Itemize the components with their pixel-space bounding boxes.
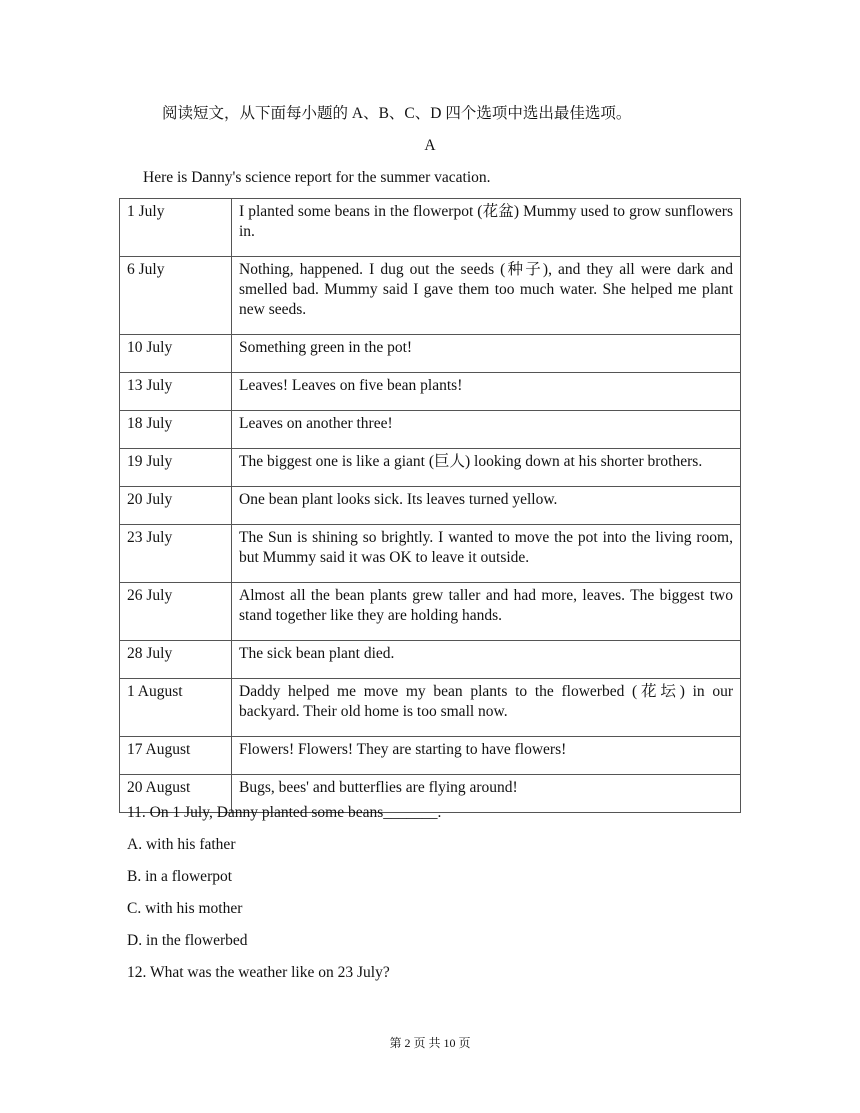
report-table-body [120, 199, 741, 813]
report-date-cell: 6 July [120, 257, 232, 335]
report-date-cell: 18 July [120, 411, 232, 449]
report-entry-cell: The biggest one is like a giant (巨人) looking down at his shorter brothers. [232, 449, 741, 487]
report-date-cell: 28 July [120, 641, 232, 679]
report-date-cell: 23 July [120, 525, 232, 583]
page-footer: 第 2 页 共 10 页 [389, 1036, 471, 1050]
report-date-cell: 17 August [120, 737, 232, 775]
report-date-cell: 20 July [120, 487, 232, 525]
report-row [120, 411, 741, 449]
question-11-option-c: C. with his mother [127, 900, 243, 917]
report-entry-cell: Flowers! Flowers! They are starting to have flowers! [232, 737, 741, 775]
report-date-cell: 13 July [120, 373, 232, 411]
report-row [120, 449, 741, 487]
report-date-cell: 20 August [120, 775, 232, 813]
question-11-option-b: B. in a flowerpot [127, 868, 233, 885]
report-entry-cell: The Sun is shining so brightly. I wanted to move the pot into the living room, but Mummy said it was OK to leave it outside. [232, 525, 741, 583]
report-entry-cell: I planted some beans in the flowerpot (花盆) Mummy used to grow sunflowers in. [232, 199, 741, 257]
report-entry-cell: Something green in the pot! [232, 335, 741, 373]
report-row [120, 335, 741, 373]
report-entry-cell: One bean plant looks sick. Its leaves turned yellow. [232, 487, 741, 525]
report-entry-cell: Almost all the bean plants grew taller and had more, leaves. The biggest two stand together like they are holding hands. [232, 583, 741, 641]
report-row [120, 257, 741, 335]
science-report-table [119, 198, 741, 813]
report-date-cell: 19 July [120, 449, 232, 487]
report-entry-cell: Nothing, happened. I dug out the seeds (种子), and they all were dark and smelled bad. Mummy said I gave them too much water. She helped me plant new seeds. [232, 257, 741, 335]
report-entry-cell: The sick bean plant died. [232, 641, 741, 679]
report-row [120, 679, 741, 737]
report-row [120, 487, 741, 525]
report-row [120, 373, 741, 411]
report-entry-cell: Bugs, bees' and butterflies are flying around! [232, 775, 741, 813]
report-row [120, 583, 741, 641]
report-entry-cell: Leaves on another three! [232, 411, 741, 449]
question-12-stem: 12. What was the weather like on 23 July? [127, 964, 390, 981]
report-date-cell: 1 August [120, 679, 232, 737]
instruction-text: 阅读短文，从下面每小题的 A、B、C、D 四个选项中选出最佳选项。 [162, 105, 632, 122]
report-row [120, 737, 741, 775]
section-letter: A [424, 137, 436, 154]
report-date-cell: 26 July [120, 583, 232, 641]
question-11-option-d: D. in the flowerbed [127, 932, 248, 949]
report-row [120, 199, 741, 257]
intro-text: Here is Danny's science report for the summer vacation. [143, 169, 491, 186]
question-11-option-a: A. with his father [127, 836, 236, 853]
question-11-stem: 11. On 1 July, Danny planted some beans_______. [127, 804, 442, 821]
report-row [120, 525, 741, 583]
report-entry-cell: Daddy helped me move my bean plants to the flowerbed (花坛) in our backyard. Their old home is too small now. [232, 679, 741, 737]
report-entry-cell: Leaves! Leaves on five bean plants! [232, 373, 741, 411]
report-row [120, 641, 741, 679]
report-date-cell: 1 July [120, 199, 232, 257]
report-date-cell: 10 July [120, 335, 232, 373]
